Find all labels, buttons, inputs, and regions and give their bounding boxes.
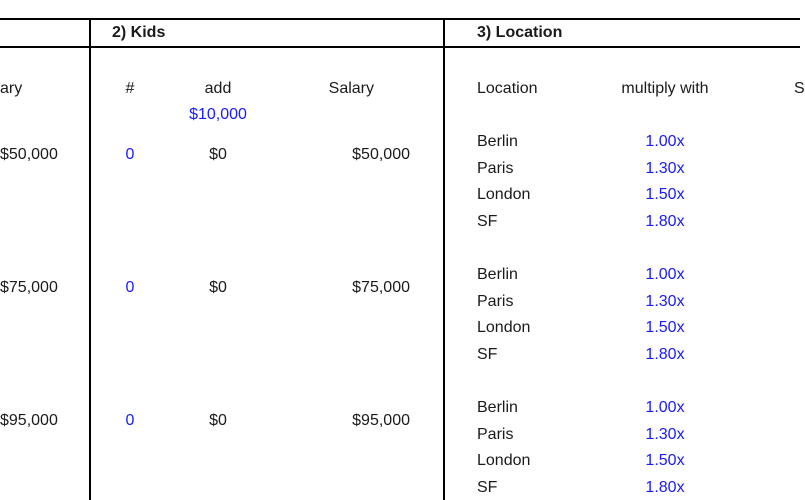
- kids-added-amount-cell: $0: [209, 412, 227, 429]
- location-city-cell: Paris: [477, 160, 514, 177]
- base-salary-cell: $50,000: [0, 146, 58, 163]
- kids-salary-cell: $95,000: [352, 412, 410, 429]
- location-multiplier-input[interactable]: 1.80x: [645, 479, 685, 496]
- kids-count-input[interactable]: 0: [125, 279, 135, 296]
- location-section-left-border: [443, 18, 445, 500]
- kids-section-left-border: [89, 18, 91, 500]
- kids-added-amount-cell: $0: [209, 279, 227, 296]
- kids-count-column-header: #: [125, 80, 135, 97]
- header-bottom-border: [0, 46, 800, 48]
- salary-column-header: ary: [0, 80, 23, 97]
- next-column-header-partial: S: [794, 80, 805, 97]
- location-city-cell: SF: [477, 213, 498, 230]
- location-city-cell: SF: [477, 346, 498, 363]
- location-city-cell: Berlin: [477, 133, 518, 150]
- kids-count-input[interactable]: 0: [125, 412, 135, 429]
- location-multiplier-input[interactable]: 1.30x: [645, 426, 685, 443]
- location-multiplier-input[interactable]: 1.80x: [645, 346, 685, 363]
- location-multiplier-input[interactable]: 1.00x: [645, 399, 685, 416]
- kids-salary-column-header: Salary: [328, 80, 374, 97]
- base-salary-cell: $75,000: [0, 279, 58, 296]
- location-multiplier-input[interactable]: 1.00x: [645, 266, 685, 283]
- location-city-cell: London: [477, 186, 531, 203]
- location-city-cell: Berlin: [477, 266, 518, 283]
- location-multiplier-input[interactable]: 1.30x: [645, 293, 685, 310]
- location-multiplier-input[interactable]: 1.50x: [645, 186, 685, 203]
- kids-added-amount-cell: $0: [209, 146, 227, 163]
- multiply-column-header: multiply with: [621, 80, 709, 97]
- location-multiplier-input[interactable]: 1.00x: [645, 133, 685, 150]
- add-column-header: add: [204, 80, 232, 97]
- location-city-cell: London: [477, 452, 531, 469]
- location-city-cell: Paris: [477, 426, 514, 443]
- location-city-cell: SF: [477, 479, 498, 496]
- kids-count-input[interactable]: 0: [125, 146, 135, 163]
- location-multiplier-input[interactable]: 1.50x: [645, 452, 685, 469]
- location-multiplier-input[interactable]: 1.30x: [645, 160, 685, 177]
- base-salary-cell: $95,000: [0, 412, 58, 429]
- location-column-header: Location: [477, 80, 538, 97]
- kids-salary-cell: $50,000: [352, 146, 410, 163]
- location-city-cell: Berlin: [477, 399, 518, 416]
- kids-section-header: 2) Kids: [112, 24, 166, 41]
- location-city-cell: London: [477, 319, 531, 336]
- location-city-cell: Paris: [477, 293, 514, 310]
- location-multiplier-input[interactable]: 1.80x: [645, 213, 685, 230]
- location-multiplier-input[interactable]: 1.50x: [645, 319, 685, 336]
- location-section-header: 3) Location: [477, 24, 563, 41]
- top-border: [0, 18, 800, 20]
- kids-add-amount-input[interactable]: $10,000: [189, 106, 247, 123]
- kids-salary-cell: $75,000: [352, 279, 410, 296]
